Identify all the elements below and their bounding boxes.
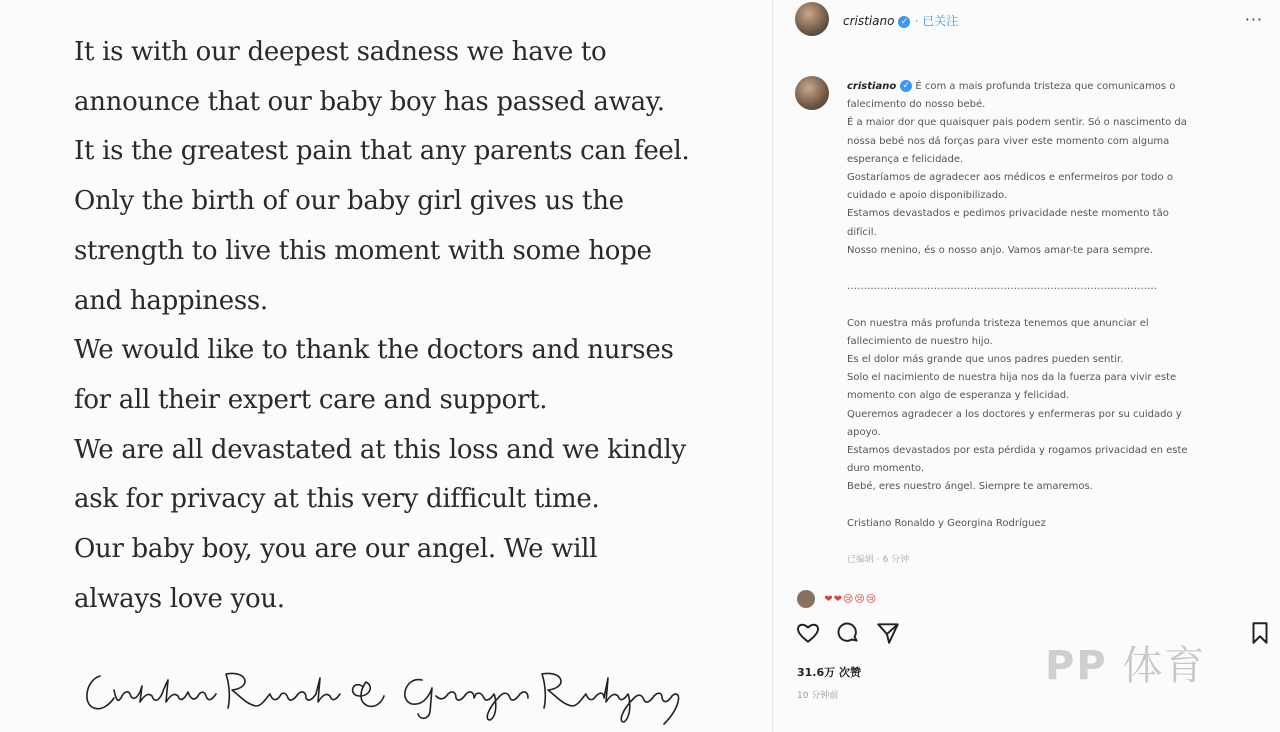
statement-line: strength to live this moment with some hope bbox=[74, 235, 652, 266]
statement-line: for all their expert care and support. bbox=[74, 384, 548, 415]
verified-badge-icon: ✓ bbox=[898, 16, 910, 28]
caption-signature: Cristiano Ronaldo y Georgina Rodríguez bbox=[847, 517, 1046, 529]
caption-line: Estamos devastados por esta pérdida y rogamos privacidad en este bbox=[847, 445, 1188, 457]
caption-line: Estamos devastados e pedimos privacidade neste momento tão bbox=[847, 208, 1169, 220]
follow-status-button[interactable]: 已关注 bbox=[922, 14, 959, 28]
caption-line: cuidado e apoio disponibilizado. bbox=[847, 190, 1008, 202]
caption-avatar[interactable] bbox=[795, 76, 829, 110]
post-time-ago: 10 分钟前 bbox=[797, 691, 839, 701]
caption-line: Gostaríamos de agradecer aos médicos e enfermeiros por todo o bbox=[847, 172, 1173, 184]
statement-line: We are all devastated at this loss and we kindly bbox=[74, 434, 686, 465]
caption-line: duro momento. bbox=[847, 463, 925, 475]
statement-line: announce that our baby boy has passed away. bbox=[74, 86, 665, 117]
statement-line: Only the birth of our baby girl gives us the bbox=[74, 186, 624, 217]
caption-line: momento con algo de esperanza y felicidad. bbox=[847, 390, 1070, 402]
caption-line: apoyo. bbox=[847, 426, 881, 438]
caption-line bbox=[847, 296, 1279, 314]
statement-line: ask for privacy at this very difficult time. bbox=[74, 484, 600, 515]
bookmark-icon[interactable] bbox=[1247, 620, 1273, 646]
caption-line: É a maior dor que quaisquer pais podem sentir. Só o nascimento da bbox=[847, 117, 1187, 129]
avatar[interactable] bbox=[795, 2, 829, 36]
post-caption bbox=[847, 78, 1279, 569]
caption-line: Nosso menino, és o nosso anjo. Vamos amar-te para sempre. bbox=[847, 244, 1154, 256]
caption-line: Bebé, eres nuestro ángel. Siempre te amaremos. bbox=[847, 481, 1093, 493]
caption-line: Queremos agradecer a los doctores y enfermeras por su cuidado y bbox=[847, 408, 1182, 420]
comment-emojis: ❤❤😢😢😢 bbox=[824, 594, 878, 605]
caption-line: Con nuestra más profunda tristeza tenemos que anunciar el bbox=[847, 317, 1149, 329]
caption-line: falecimento do nosso bebé. bbox=[847, 99, 986, 111]
watermark-logo: PP bbox=[1045, 643, 1108, 689]
statement-line: Our baby boy, you are our angel. We will bbox=[74, 534, 598, 565]
like-count[interactable]: 31.6万 次赞 bbox=[797, 666, 861, 679]
comment-icon[interactable] bbox=[835, 620, 861, 646]
verified-badge-icon: ✓ bbox=[900, 80, 912, 92]
caption-timestamp: 已编辑 · 6 分钟 bbox=[847, 555, 910, 566]
commenter-avatar bbox=[797, 590, 815, 608]
caption-line: esperança e felicidade. bbox=[847, 153, 964, 165]
watermark bbox=[1045, 634, 1245, 690]
caption-line bbox=[847, 260, 1279, 278]
comment-preview[interactable] bbox=[797, 590, 1267, 608]
heart-icon[interactable] bbox=[795, 620, 821, 646]
statement-line: and happiness. bbox=[74, 285, 268, 316]
caption-divider: ………………………………………………………………………………… bbox=[847, 281, 1157, 293]
caption-line: Solo el nacimiento de nuestra hija nos da la fuerza para vivir este bbox=[847, 372, 1177, 384]
caption-username[interactable]: cristiano bbox=[847, 81, 897, 92]
caption-line: fallecimiento de nuestro hijo. bbox=[847, 335, 993, 347]
caption-line bbox=[847, 497, 1279, 515]
caption-line bbox=[847, 533, 1279, 551]
username-link[interactable]: cristiano bbox=[843, 14, 895, 28]
instagram-post-panel bbox=[772, 0, 1280, 732]
post-header bbox=[773, 0, 1280, 44]
caption-line: nossa bebé nos dá forças para viver este momento com alguma bbox=[847, 135, 1170, 147]
watermark-text: 体育 bbox=[1122, 643, 1207, 689]
caption-line: Es el dolor más grande que unos padres pueden sentir. bbox=[847, 354, 1124, 366]
statement-line: We would like to thank the doctors and nurses bbox=[74, 335, 674, 366]
handwritten-signature bbox=[80, 656, 700, 728]
statement-text bbox=[74, 28, 754, 624]
send-icon[interactable] bbox=[875, 620, 901, 646]
statement-line: It is the greatest pain that any parents can feel. bbox=[74, 136, 690, 167]
statement-line: It is with our deepest sadness we have to bbox=[74, 37, 607, 67]
caption-line: difícil. bbox=[847, 226, 877, 238]
post-author: cristiano ✓ · 已关注 bbox=[843, 14, 959, 28]
caption-line: cristiano ✓ É com a mais profunda tristeza que comunicamos o bbox=[847, 81, 1176, 92]
statement-line: always love you. bbox=[74, 583, 285, 614]
more-options-icon[interactable]: ··· bbox=[1244, 10, 1263, 29]
